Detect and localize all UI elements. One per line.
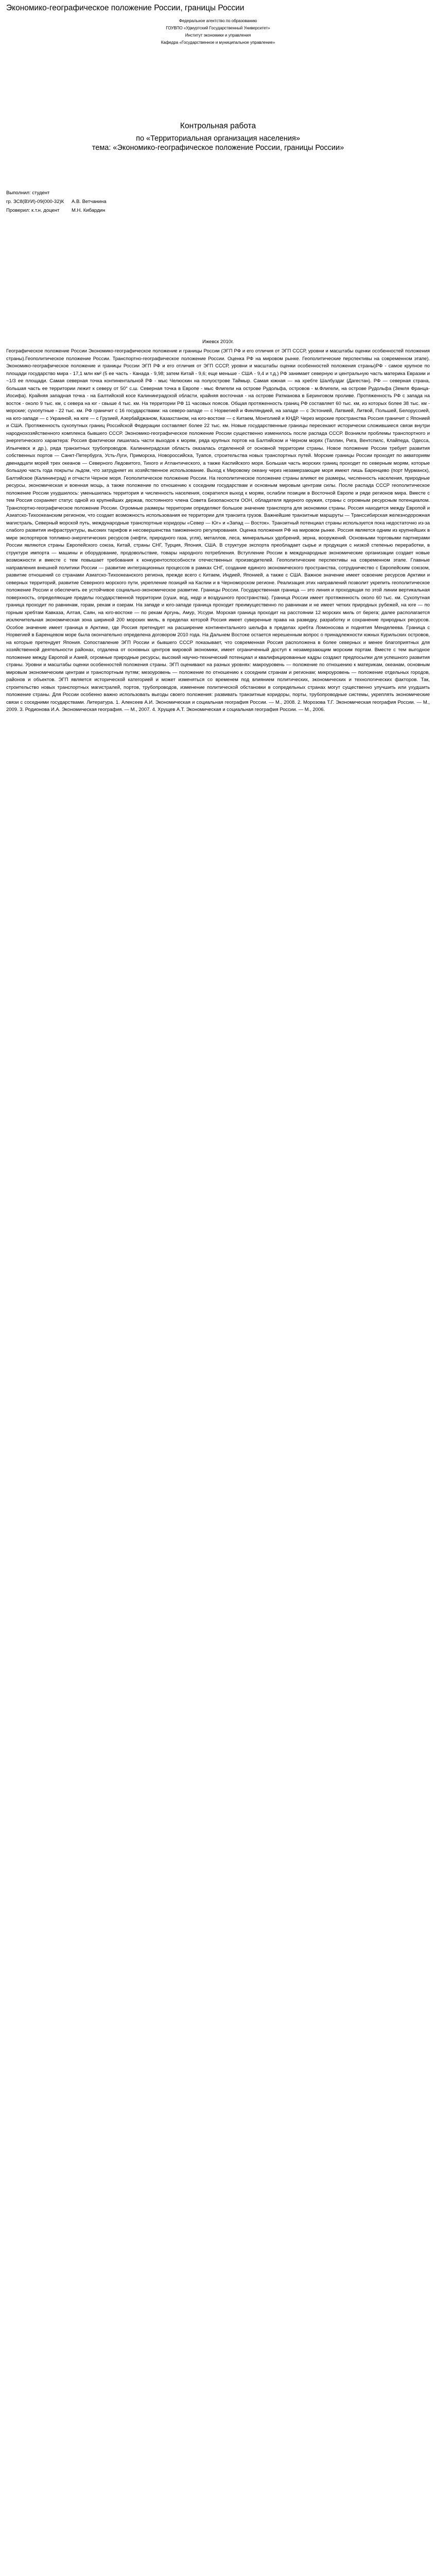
student-name: А.В. Ветчанина [72,199,107,205]
ministry-name: Федеральное агентство по образованию [179,19,257,23]
spacer [6,46,430,121]
department-name: Кафедра «Государственное и муниципальное управление» [161,40,275,45]
checker-line [6,206,430,215]
city-year: Ижевск 2010г. [202,339,234,345]
spacer [6,152,430,189]
checker-label: Проверил: к.т.н. доцент [6,208,60,213]
institute-name: Институт экономики и управления [185,33,251,38]
performer-line [6,197,430,206]
spacer [6,215,430,338]
document-title: Экономико-географическое положение России, границы России [6,4,245,12]
performer-label: Выполнил: студент [6,190,50,196]
body-text: Географическое положение России Экономико-географическое положение и границы России (ЭГП РФ и его отличия от ЭГП СССР, уровни и масштабы оценки особенностей положения страны).Геополитическое положение России. Транспортно-географическое положение России. Оценка РФ на мировом рынке. Геополитические перспективы на современном этапе). Экономико-географическое положение и границы России ЭГП РФ и его отличия от ЭГП СССР, уровни и масштабы оценки особенностей положения страны)РФ - самое крупное по площади государство мира - 17,1 млн км² (5 ее часть - Канада - 9,98; затем Китай - 9,6; еще меньше - США - 9,4 и т.д.) РФ занимает северную и центральную часть материка Евразии и ~1/3 ее площади. Самая северная точка континентальной РФ - мыс Челюскин на полуострове Таймыр. Самая южная — на хребте Шалбуздаг (Дагестан). РФ — северная страна, большая часть ее территории лежит к северу от 50° с.ш. Северная точка в Европе - мыс Флигели на острове Рудольфа, островов - м.Флигели, на острове Рудольфа (Земля Франца-Иосифа). Крайняя западная точка - на Балтийской косе Калининградской области, крайняя восточная - на острове Ратманова в Беринговом проливе. Протяженность РФ с запада на восток - около 9 тыс. км, с севера на юг - свыше 4 тыс. км. На территории РФ 11 часовых поясов. Общая протяженность границ РФ составляет 60 тыс. км, из которых более 38 тыс. км - морские; сухопутные - 22 тыс. км. РФ граничит с 16 государствами: на северо-западе — с Норвегией и Финляндией, на западе — с Эстонией, Латвией, Литвой, Польшей, Белоруссией, на юго-западе — с Украиной, на юге — с Грузией, Азербайджаном, Казахстаном, на юго-востоке — с Китаем, Монголией и КНДР. Через морские пространства Россия граничит с Японией и США. Протяженность сухопутных границ Российской Федерации составляет более 22 тыс. км. Новые государственные границы пересекают исторически сложившиеся связи внутри народнохозяйственного комплекса бывшего СССР. Экономико-географическое положение России существенно изменилось после распада СССР. Возникли проблемы транспортного и энергетического характера: Россия фактически лишилась части выходов к морям, ряда крупных портов на Балтийском и Черном морях (Таллин, Рига, Вентспилс, Клайпеда, Одесса, Ильичевск и др.), ряда транзитных трубопроводов. Калининградская область оказалась отделенной от основной территории страны. Новое положение России требует развития собственных портов — Санкт-Петербурга, Усть-Луги, Приморска, Новороссийска, Туапсе, строительства новых транспортных путей. Морские границы России проходят по акваториям двенадцати морей трех океанов — Северного Ледовитого, Тихого и Атлантического, а также Каспийского моря. Большая часть морских границ проходит по северным морям, которые большую часть года покрыты льдом, что затрудняет их хозяйственное использование. Выход к Мировому океану через незамерзающие моря имеют лишь Баренцево (порт Мурманск), Балтийское (Калининград) и отчасти Черное моря. Геополитическое положение России. На геополитическое положение страны влияют ее размеры, численность населения, природные ресурсы, экономическая и военная мощь, а также положение по отношению к соседним государствам и основным мировым центрам силы. После распада СССР геополитическое положение России ухудшилось: уменьшилась территория и численность населения, сократился выход к морям, ослабли позиции в Восточной Европе и ряде регионов мира. Вместе с тем Россия сохраняет статус одной из крупнейших держав, постоянного члена Совета Безопасности ООН, обладателя ядерного оружия, страны с огромным ресурсным потенциалом. Транспортно-географическое положение России. Огромные размеры территории определяют большое значение транспорта для экономики страны. Россия находится между Европой и Азиатско-Тихоокеанским регионом, что создает возможность использования ее территории для транзита грузов. Важнейшие транзитные маршруты — Транссибирская железнодорожная магистраль, Северный морской путь, международные транспортные коридоры «Север — Юг» и «Запад — Восток». Транзитный потенциал страны используется пока недостаточно из-за слабого развития инфраструктуры, высоких тарифов и несовершенства таможенного регулирования. Оценка положения РФ на мировом рынке. Россия является одним из крупнейших в мире экспортеров топливно-энергетических ресурсов (нефти, природного газа, угля), металлов, леса, минеральных удобрений, зерна, вооружений. Основными торговыми партнерами России являются страны Европейского союза, Китай, страны СНГ, Турция, Япония, США. В структуре экспорта преобладает сырье и продукция с низкой степенью переработки, в структуре импорта — машины и оборудование, продовольствие, товары народного потребления. Вступление России в международные экономические организации создает новые возможности и вместе с тем повышает требования к конкурентоспособности отечественных производителей. Геополитические перспективы на современном этапе. Главные направления внешней политики России — развитие интеграционных процессов в рамках СНГ, создание единого экономического пространства, сотрудничество с Европейским союзом, развитие отношений со странами Азиатско-Тихоокеанского региона, прежде всего с Китаем, Индией, Японией, а также с США. Важное значение имеет освоение ресурсов Арктики и северных территорий, развитие Северного морского пути, укрепление позиций на Каспии и в Черноморском регионе. Реализация этих направлений позволит укрепить геополитическое положение России и обеспечить ее устойчивое социально-экономическое развитие. Границы России. Государственная граница — это линия и проходящая по этой линии вертикальная поверхность, определяющие пределы государственной территории (суши, вод, недр и воздушного пространства). Граница России имеет протяженность около 60 тыс. км. Сухопутная граница проходит по равнинам, горам, рекам и озерам. На западе и юго-западе граница проходит преимущественно по равнинам и не имеет четких природных рубежей, на юге — по горным хребтам Кавказа, Алтая, Саян, на юго-востоке — по рекам Аргунь, Амур, Уссури. Морская граница проходит на расстоянии 12 морских миль от берега; далее располагается исключительная экономическая зона шириной 200 морских миль, в пределах которой Россия имеет суверенные права на разведку, разработку и сохранение природных ресурсов. Особое значение имеет граница в Арктике, где Россия претендует на расширение континентального шельфа в пределах хребта Ломоносова и поднятия Менделеева. Граница с Норвегией в Баренцевом море была окончательно определена договором 2010 года. На Дальнем Востоке остается нерешенным вопрос о принадлежности южных Курильских островов, на которые претендует Япония. Сопоставление ЭГП России и бывшего СССР показывает, что современная Россия расположена в более северных и менее благоприятных для хозяйственной деятельности районах, отдалена от основных центров мировой экономики, имеет ограниченный доступ к незамерзающим морским портам. Вместе с тем выгодное положение между Европой и Азией, огромные природные ресурсы, высокий научно-технический потенциал и квалифицированные кадры создают предпосылки для успешного развития страны. Уровни и масштабы оценки особенностей положения страны. ЭГП оценивают на разных уровнях: макроуровень — положение по отношению к материкам, океанам, основным мировым экономическим центрам и транспортным путям; мезоуровень — положение по отношению к соседним странам и регионам; микроуровень — положение отдельных городов, районов и объектов. ЭГП является исторической категорией и может изменяться со временем под влиянием политических, экономических и технологических факторов. Так, строительство новых транспортных магистралей, портов, трубопроводов, изменение политической обстановки в сопредельных странах могут существенно улучшить или ухудшить положение страны. Для России особенно важно использовать выгоды своего положения: развивать транзитные коридоры, порты, трубопроводные системы, укреплять экономические связи с соседними государствами. Литература. 1. Алексеев А.И. Экономическая и социальная география России. — М., 2008. 2. Морозова Т.Г. Экономическая география России. — М., 2009. 3. Родионова И.А. Экономическая география. — М., 2007. 4. Хрущев А.Т. Экономическая и социальная география России. — М., 2006. [6,348,430,713]
work-topic: тема: «Экономико-географическое положение России, границы России» [92,144,344,152]
work-course: по «Территориальная организация населения» [136,134,300,143]
university-name: ГОУВПО «Удмуртский Государственный Университет» [166,26,270,30]
checker-name: М.Н. Кибардин [72,208,106,213]
student-group: гр. ЗС8(ВУИ)-09(000-32)К [6,199,64,205]
work-type: Контрольная работа [180,122,256,130]
